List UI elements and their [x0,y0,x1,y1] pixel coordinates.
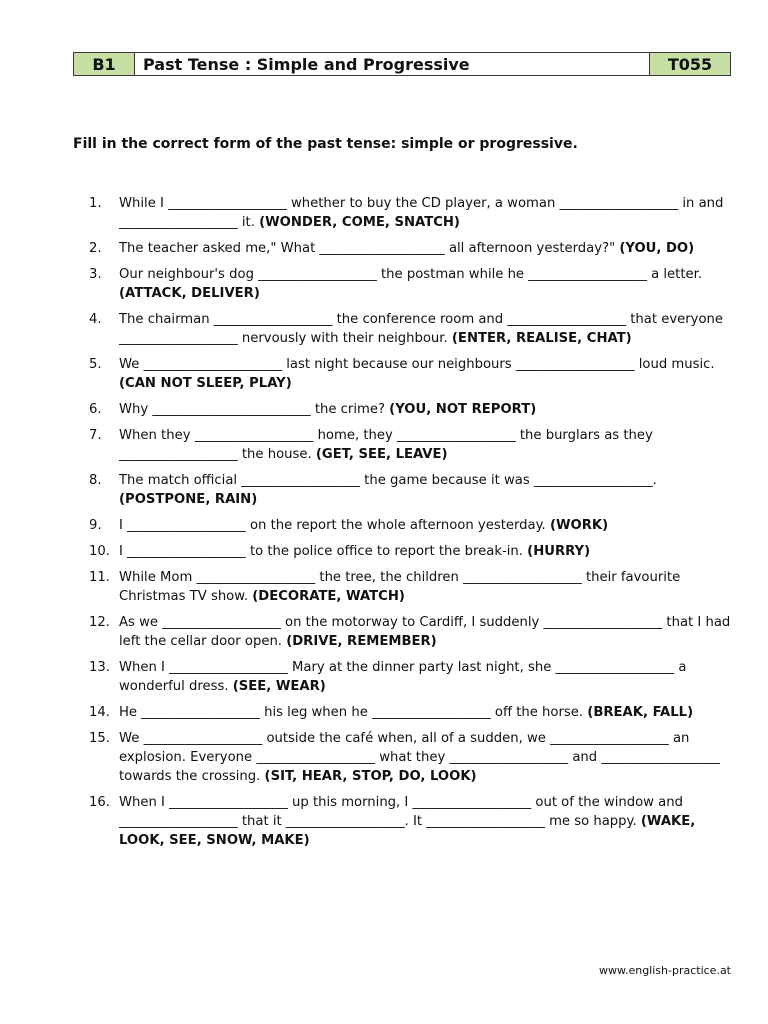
exercise-verb-hint: (GET, SEE, LEAVE) [315,447,448,462]
exercise-sentence: The teacher asked me," What ___________________ all afternoon yesterday?" [119,241,616,256]
exercise-verb-hint: (CAN NOT SLEEP, PLAY) [119,376,292,391]
exercise-text [119,568,731,606]
exercise-verb-hint: (SEE, WEAR) [232,679,326,694]
exercise-verb-hint: (HURRY) [527,544,591,559]
exercise-sentence: We _____________________ last night because our neighbours __________________ loud music. [119,357,715,372]
exercise-verb-hint: (DRIVE, REMEMBER) [286,634,437,649]
exercise-verb-hint: (ATTACK, DELIVER) [119,286,260,301]
exercise-text [119,310,731,348]
exercise-verb-hint: (WAKE, LOOK, SEE, SNOW, MAKE) [119,814,696,848]
exercise-item [89,194,731,232]
exercise-item [89,355,731,393]
exercise-text [119,471,731,509]
exercise-verb-hint: (ENTER, REALISE, CHAT) [451,331,632,346]
exercise-text [119,613,731,651]
exercise-verb-hint: (WONDER, COME, SNATCH) [259,215,460,230]
exercise-sentence: He __________________ his leg when he __________________ off the horse. [119,705,584,720]
exercise-sentence: When I __________________ up this morning, I __________________ out of the window and __________________ that it __________________. It __________________ me so happy. [119,795,683,829]
exercise-number: 15. [89,731,110,746]
exercise-number: 16. [89,795,110,810]
exercise-item [89,310,731,348]
exercise-text [119,542,731,561]
exercise-sentence: As we __________________ on the motorway to Cardiff, I suddenly __________________ that I had left the cellar door open. [119,615,731,649]
exercise-sentence: When they __________________ home, they __________________ the burglars as they __________________ the house. [119,428,653,462]
exercise-number: 6. [89,402,102,417]
exercise-sentence: When I __________________ Mary at the dinner party last night, she __________________ a wonderful dress. [119,660,687,694]
exercise-sentence: We __________________ outside the café when, all of a sudden, we __________________ an explosion. Everyone __________________ what they __________________ and __________________ towards the crossing. [119,731,721,784]
exercise-sentence: The match official __________________ the game because it was __________________. [119,473,657,488]
exercise-sentence: I __________________ to the police office to report the break-in. [119,544,523,559]
exercise-text [119,793,731,850]
worksheet-code: T055 [650,53,730,75]
exercise-item [89,703,731,722]
exercise-item [89,471,731,509]
exercise-text [119,400,731,419]
exercise-text [119,265,731,303]
exercise-text [119,426,731,464]
exercise-verb-hint: (BREAK, FALL) [587,705,694,720]
exercise-text [119,658,731,696]
exercise-number: 10. [89,544,110,559]
exercise-number: 12. [89,615,110,630]
exercise-verb-hint: (SIT, HEAR, STOP, DO, LOOK) [264,769,477,784]
exercise-item [89,400,731,419]
footer-url: www.english-practice.at [598,964,731,977]
exercise-list [89,194,731,857]
exercise-item [89,729,731,786]
exercise-item [89,516,731,535]
exercise-text [119,194,731,232]
exercise-sentence: While I __________________ whether to buy the CD player, a woman __________________ in and __________________ it. [119,196,724,230]
exercise-verb-hint: (WORK) [549,518,609,533]
exercise-verb-hint: (YOU, NOT REPORT) [389,402,537,417]
exercise-item [89,613,731,651]
worksheet-header [73,52,731,76]
exercise-item [89,658,731,696]
exercise-number: 13. [89,660,110,675]
exercise-number: 9. [89,518,102,533]
exercise-item [89,793,731,850]
exercise-number: 3. [89,267,102,282]
exercise-text [119,239,731,258]
exercise-item [89,568,731,606]
exercise-text [119,355,731,393]
exercise-item [89,239,731,258]
exercise-sentence: While Mom __________________ the tree, the children __________________ their favourite Christmas TV show. [119,570,681,604]
exercise-number: 4. [89,312,102,327]
exercise-text [119,703,731,722]
exercise-verb-hint: (YOU, DO) [619,241,695,256]
exercise-text [119,729,731,786]
exercise-item [89,542,731,561]
exercise-number: 2. [89,241,102,256]
exercise-verb-hint: (DECORATE, WATCH) [252,589,405,604]
exercise-item [89,265,731,303]
exercise-text [119,516,731,535]
worksheet-title: Past Tense : Simple and Progressive [135,53,650,75]
exercise-sentence: The chairman __________________ the conference room and __________________ that everyone __________________ nervously with their neighbour. [119,312,724,346]
exercise-number: 14. [89,705,110,720]
exercise-sentence: Why ________________________ the crime? [119,402,385,417]
exercise-number: 1. [89,196,102,211]
exercise-verb-hint: (POSTPONE, RAIN) [119,492,258,507]
instruction-text: Fill in the correct form of the past tense: simple or progressive. [73,136,578,152]
exercise-number: 8. [89,473,102,488]
exercise-number: 11. [89,570,110,585]
exercise-number: 7. [89,428,102,443]
exercise-number: 5. [89,357,102,372]
level-cell: B1 [74,53,135,75]
exercise-sentence: Our neighbour's dog __________________ the postman while he __________________ a letter. [119,267,703,282]
exercise-sentence: I __________________ on the report the whole afternoon yesterday. [119,518,546,533]
exercise-item [89,426,731,464]
